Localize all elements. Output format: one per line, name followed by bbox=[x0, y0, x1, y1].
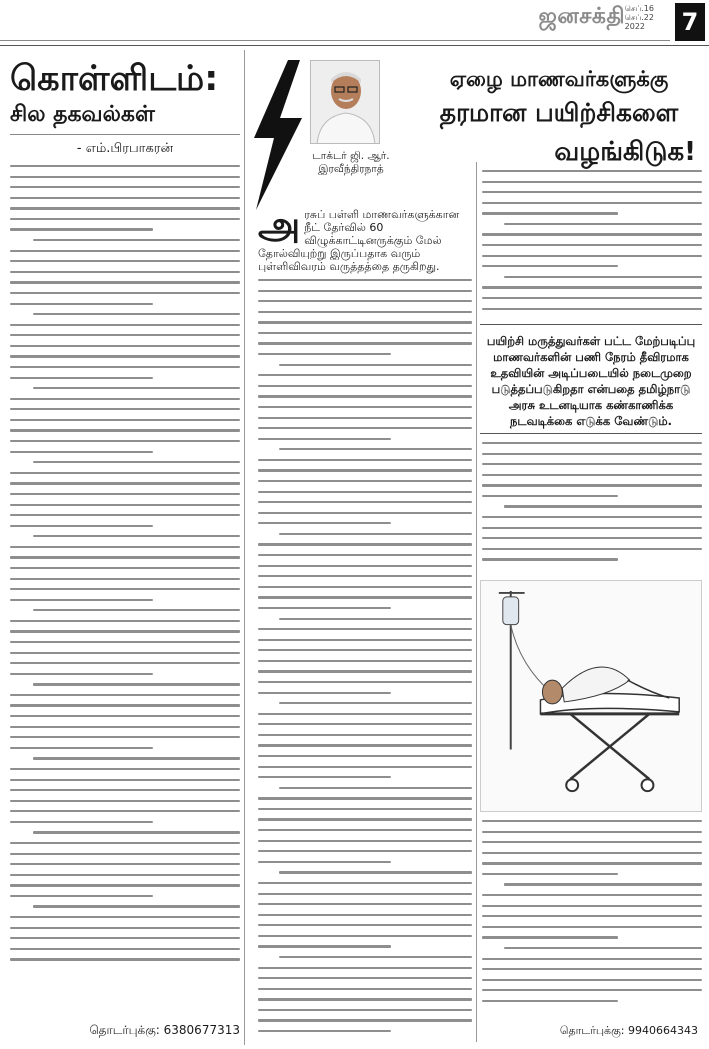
text-line bbox=[258, 766, 472, 768]
column-2-top-text bbox=[482, 170, 702, 310]
text-line bbox=[10, 546, 240, 548]
right-article bbox=[248, 50, 704, 1045]
text-line bbox=[10, 398, 240, 400]
text-line bbox=[482, 170, 702, 172]
text-line bbox=[258, 406, 472, 408]
text-line bbox=[33, 683, 240, 685]
text-line bbox=[10, 176, 240, 178]
text-line bbox=[279, 448, 472, 450]
issue-date-line1: செப்.16 bbox=[624, 4, 654, 13]
text-line bbox=[279, 618, 472, 620]
text-line bbox=[10, 863, 240, 865]
text-line bbox=[482, 894, 702, 896]
text-line bbox=[10, 419, 240, 421]
column-2-bottom-text bbox=[482, 820, 702, 1002]
illustration-exhausted-doctor bbox=[480, 580, 702, 812]
text-line bbox=[258, 692, 391, 694]
text-line bbox=[258, 607, 391, 609]
text-line bbox=[258, 438, 391, 440]
text-line bbox=[10, 197, 240, 199]
text-line bbox=[10, 937, 240, 939]
text-line bbox=[279, 533, 472, 535]
text-line bbox=[258, 480, 472, 482]
text-line bbox=[10, 726, 240, 728]
text-line bbox=[33, 387, 240, 389]
text-line bbox=[482, 233, 702, 235]
text-line bbox=[10, 440, 240, 442]
text-line bbox=[258, 374, 472, 376]
text-line bbox=[258, 829, 472, 831]
text-line bbox=[279, 702, 472, 704]
text-line bbox=[258, 924, 472, 926]
text-line bbox=[10, 281, 240, 283]
text-line bbox=[482, 286, 702, 288]
text-line bbox=[10, 207, 240, 209]
author-portrait-icon bbox=[311, 61, 380, 144]
text-line bbox=[504, 223, 702, 225]
lead-text: ரசுப் பள்ளி மாணவர்களுக்கான நீட் தேர்வில் 60 விழுக்காட்டினருக்கும் மேல் தோல்வியுற்று இருப்பதாக வரும் புள்ளிவிவரம் வருத்தத்தை தருகிறது. bbox=[258, 208, 460, 273]
text-line bbox=[482, 527, 702, 529]
text-line bbox=[258, 776, 391, 778]
text-line bbox=[10, 525, 153, 527]
text-line bbox=[33, 609, 240, 611]
issue-date bbox=[625, 4, 654, 31]
left-article-body bbox=[10, 165, 240, 961]
issue-date-line2: செப்.22 bbox=[624, 13, 654, 22]
text-line bbox=[258, 744, 472, 746]
text-line bbox=[482, 495, 618, 497]
text-line bbox=[10, 324, 240, 326]
text-line bbox=[482, 820, 702, 822]
text-line bbox=[258, 469, 472, 471]
text-line bbox=[10, 842, 240, 844]
text-line bbox=[10, 779, 240, 781]
text-line bbox=[10, 948, 240, 950]
text-line bbox=[10, 345, 240, 347]
text-line bbox=[33, 757, 240, 759]
text-line bbox=[482, 873, 618, 875]
text-line bbox=[258, 734, 472, 736]
text-line bbox=[504, 276, 702, 278]
text-line bbox=[258, 342, 472, 344]
text-line bbox=[10, 874, 240, 876]
headline-line2: தரமான பயிற்சிகளை bbox=[439, 98, 679, 127]
text-line bbox=[258, 808, 472, 810]
text-line bbox=[482, 831, 702, 833]
text-line bbox=[10, 303, 153, 305]
text-line bbox=[258, 543, 472, 545]
text-line bbox=[10, 218, 240, 220]
text-line bbox=[258, 417, 472, 419]
text-line bbox=[10, 652, 240, 654]
text-line bbox=[258, 935, 472, 937]
text-line bbox=[504, 883, 702, 885]
text-line bbox=[10, 355, 240, 357]
text-line bbox=[10, 334, 240, 336]
text-line bbox=[504, 505, 702, 507]
text-line bbox=[482, 308, 702, 310]
text-line bbox=[10, 165, 240, 167]
text-line bbox=[258, 850, 472, 852]
text-line bbox=[482, 191, 702, 193]
text-line bbox=[10, 408, 240, 410]
dropcap-letter: அ bbox=[258, 208, 301, 247]
text-line bbox=[10, 736, 240, 738]
text-line bbox=[10, 821, 153, 823]
text-line bbox=[258, 385, 472, 387]
text-line bbox=[482, 265, 618, 267]
right-article-column-2-mid bbox=[482, 442, 702, 574]
text-line bbox=[10, 853, 240, 855]
text-line bbox=[279, 787, 472, 789]
text-line bbox=[482, 537, 702, 539]
text-line bbox=[258, 427, 472, 429]
left-article-contact: தொடர்புக்கு: 6380677313 bbox=[89, 1023, 240, 1037]
text-line bbox=[10, 789, 240, 791]
text-line bbox=[258, 1030, 391, 1032]
text-line bbox=[258, 565, 472, 567]
text-line bbox=[482, 244, 702, 246]
text-line bbox=[258, 290, 472, 292]
text-line bbox=[504, 947, 702, 949]
text-line bbox=[258, 977, 472, 979]
text-line bbox=[10, 482, 240, 484]
text-line bbox=[258, 797, 472, 799]
text-line bbox=[482, 202, 702, 204]
text-line bbox=[482, 484, 702, 486]
text-line bbox=[482, 989, 702, 991]
text-line bbox=[10, 630, 240, 632]
text-line bbox=[482, 463, 702, 465]
headline-line3: வழங்கிடுக! bbox=[554, 137, 696, 167]
left-article-title: கொள்ளிடம்: bbox=[10, 59, 219, 99]
text-line bbox=[10, 958, 240, 960]
text-line bbox=[482, 442, 702, 444]
author-name-line2: இரவீந்திரநாத் bbox=[318, 163, 384, 175]
text-line bbox=[33, 239, 240, 241]
text-line bbox=[258, 1009, 472, 1011]
text-line bbox=[33, 831, 240, 833]
text-line bbox=[482, 979, 702, 981]
text-line bbox=[10, 588, 240, 590]
text-line bbox=[258, 818, 472, 820]
right-article-column-2-top bbox=[482, 170, 702, 320]
text-line bbox=[10, 800, 240, 802]
right-article-headline bbox=[416, 64, 702, 172]
text-line bbox=[258, 723, 472, 725]
text-line bbox=[10, 620, 240, 622]
text-line bbox=[258, 596, 472, 598]
text-line bbox=[482, 181, 702, 183]
text-line bbox=[10, 578, 240, 580]
left-article bbox=[10, 56, 240, 1041]
text-line bbox=[482, 968, 702, 970]
text-line bbox=[258, 681, 472, 683]
text-line bbox=[482, 841, 702, 843]
text-line bbox=[10, 514, 240, 516]
text-line bbox=[10, 260, 240, 262]
text-line bbox=[10, 186, 240, 188]
masthead bbox=[0, 0, 709, 46]
text-line bbox=[258, 575, 472, 577]
text-line bbox=[258, 840, 472, 842]
text-line bbox=[10, 292, 240, 294]
text-line bbox=[33, 313, 240, 315]
text-line bbox=[258, 491, 472, 493]
text-line bbox=[482, 936, 618, 938]
text-line bbox=[482, 297, 702, 299]
text-line bbox=[10, 673, 153, 675]
text-line bbox=[258, 628, 472, 630]
text-line bbox=[258, 988, 472, 990]
text-line bbox=[258, 279, 472, 281]
headline-line1: ஏழை மாணவர்களுக்கு bbox=[449, 67, 669, 91]
text-line bbox=[482, 926, 702, 928]
column-1-body-text bbox=[258, 279, 472, 1032]
newspaper-name: ஜனசக்தி bbox=[538, 4, 625, 29]
text-line bbox=[10, 916, 240, 918]
text-line bbox=[10, 662, 240, 664]
text-line bbox=[258, 321, 472, 323]
text-line bbox=[10, 599, 153, 601]
text-line bbox=[258, 649, 472, 651]
text-line bbox=[258, 522, 391, 524]
text-line bbox=[279, 956, 472, 958]
text-line bbox=[10, 271, 240, 273]
text-line bbox=[10, 884, 240, 886]
header-rule bbox=[0, 40, 670, 41]
text-line bbox=[10, 715, 240, 717]
text-line bbox=[10, 895, 153, 897]
author-name-line1: டாக்டர் ஜி. ஆர். bbox=[312, 150, 390, 162]
text-line bbox=[33, 535, 240, 537]
text-line bbox=[482, 958, 702, 960]
text-line bbox=[10, 556, 240, 558]
text-line bbox=[10, 567, 240, 569]
text-line bbox=[10, 228, 153, 230]
column-divider-right bbox=[476, 162, 477, 1042]
text-line bbox=[10, 429, 240, 431]
text-line bbox=[258, 914, 472, 916]
author-photo bbox=[310, 60, 380, 144]
text-line bbox=[258, 1019, 472, 1021]
left-article-subtitle: சில தகவல்கள் bbox=[10, 100, 240, 135]
text-line bbox=[10, 472, 240, 474]
pull-quote: பயிற்சி மருத்துவர்கள் பட்ட மேற்படிப்பு மாணவர்களின் பணி நேரம் தீவிரமாக உதவியின் அடிப்படையில் நடைமுறை படுத்தப்படுகிறதா என்பதை தமிழ்நாடு அரசு உடனடியாக கண்காணிக்க நடவடிக்கை எடுக்க வேண்டும். bbox=[480, 324, 702, 434]
text-line bbox=[258, 660, 472, 662]
right-article-author bbox=[296, 150, 406, 176]
text-line bbox=[258, 586, 472, 588]
text-line bbox=[258, 501, 472, 503]
text-line bbox=[10, 504, 240, 506]
text-line bbox=[482, 915, 702, 917]
text-line bbox=[258, 639, 472, 641]
text-line bbox=[10, 366, 240, 368]
text-line bbox=[258, 882, 472, 884]
text-line bbox=[482, 474, 702, 476]
text-line bbox=[10, 704, 240, 706]
doctor-on-stretcher-icon bbox=[481, 581, 701, 811]
text-line bbox=[33, 905, 240, 907]
text-line bbox=[482, 558, 618, 560]
text-line bbox=[258, 512, 472, 514]
text-line bbox=[10, 694, 240, 696]
text-line bbox=[10, 810, 240, 812]
text-line bbox=[258, 353, 391, 355]
left-article-author: - எம்.பிரபாகரன் bbox=[76, 141, 174, 156]
text-line bbox=[482, 1000, 618, 1002]
page-number: 7 bbox=[675, 3, 705, 41]
text-line bbox=[279, 364, 472, 366]
column-2-mid-text bbox=[482, 442, 702, 561]
right-article-column-1 bbox=[258, 208, 472, 1038]
issue-year: 2022 bbox=[624, 22, 646, 31]
text-line bbox=[482, 548, 702, 550]
lightning-bolt-icon bbox=[248, 60, 306, 210]
text-line bbox=[10, 927, 240, 929]
text-line bbox=[10, 451, 153, 453]
text-line bbox=[33, 461, 240, 463]
text-line bbox=[258, 713, 472, 715]
right-article-contact: தொடர்புக்கு: 9940664343 bbox=[559, 1024, 698, 1037]
lead-paragraph bbox=[258, 208, 472, 273]
text-line bbox=[258, 300, 472, 302]
text-line bbox=[10, 493, 240, 495]
text-line bbox=[258, 459, 472, 461]
text-line bbox=[258, 967, 472, 969]
text-line bbox=[258, 670, 472, 672]
right-article-column-2-bottom bbox=[482, 820, 702, 1030]
text-line bbox=[482, 212, 618, 214]
text-line bbox=[258, 945, 391, 947]
text-line bbox=[258, 395, 472, 397]
text-line bbox=[482, 516, 702, 518]
text-line bbox=[258, 861, 391, 863]
text-line bbox=[258, 893, 472, 895]
text-line bbox=[279, 871, 472, 873]
text-line bbox=[482, 905, 702, 907]
text-line bbox=[258, 332, 472, 334]
text-line bbox=[10, 250, 240, 252]
text-line bbox=[482, 862, 702, 864]
text-line bbox=[258, 755, 472, 757]
text-line bbox=[482, 453, 702, 455]
text-line bbox=[10, 747, 153, 749]
text-line bbox=[10, 641, 240, 643]
column-divider-left bbox=[244, 50, 245, 1045]
text-line bbox=[482, 255, 702, 257]
text-line bbox=[258, 554, 472, 556]
text-line bbox=[258, 903, 472, 905]
text-line bbox=[10, 768, 240, 770]
text-line bbox=[482, 852, 702, 854]
text-line bbox=[258, 998, 472, 1000]
text-line bbox=[10, 377, 153, 379]
text-line bbox=[258, 311, 472, 313]
